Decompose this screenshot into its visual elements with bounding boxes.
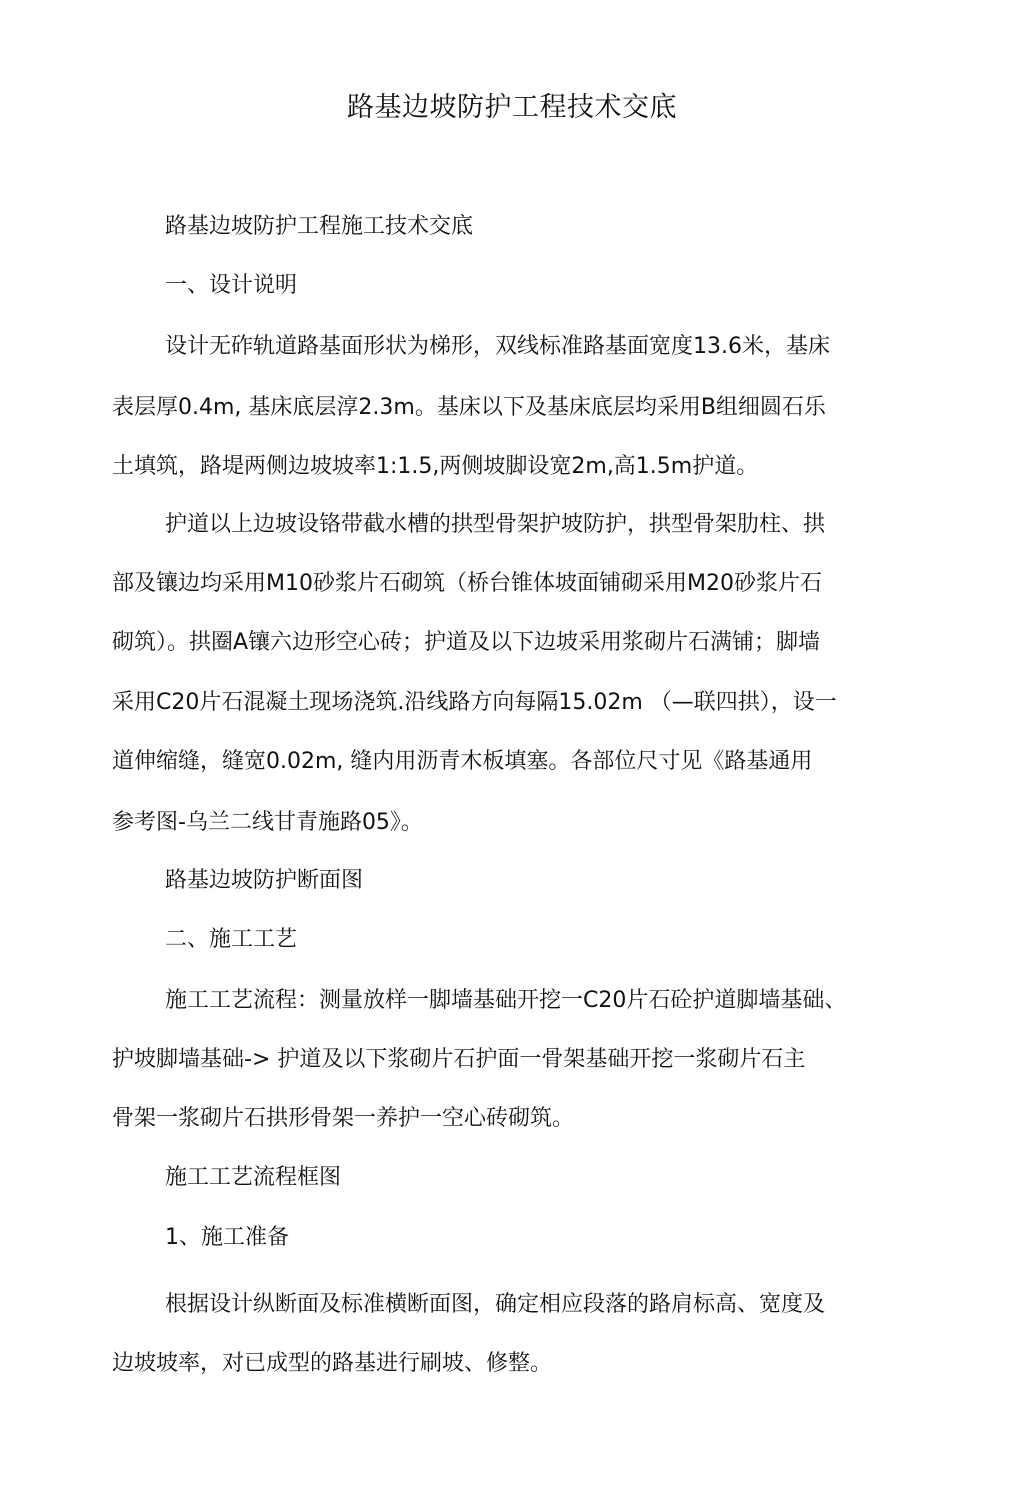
section-heading-design: 一、设计说明 [165, 273, 298, 298]
paragraph-line: 骨架一浆砌片石拱形骨架一养护一空心砖砌筑。 [112, 1106, 575, 1131]
paragraph-line: 护坡脚墙基础-> 护道及以下浆砌片石护面一骨架基础开挖一浆砌片石主 [112, 1047, 806, 1072]
figure-caption: 路基边坡防护断面图 [165, 868, 364, 893]
figure-caption: 施工工艺流程框图 [165, 1165, 342, 1190]
paragraph-line: 施工工艺流程：测量放样一脚墙基础开挖一C20片石砼护道脚墙基础、 [165, 988, 847, 1013]
paragraph-line: 设计无砟轨道路基面形状为梯形，双线标准路基面宽度13.6米，基床 [165, 334, 830, 359]
paragraph-line: 表层厚0.4m, 基床底层淳2.3m。基床以下及基床底层均采用B组细圆石乐 [112, 395, 826, 420]
paragraph-line: 部及镶边均采用M10砂浆片石砌筑（桥台锥体坡面铺砌采用M20砂浆片石 [112, 571, 822, 596]
subsection-heading: 1、施工准备 [165, 1225, 289, 1250]
paragraph-line: 护道以上边坡设铬带截水槽的拱型骨架护坡防护，拱型骨架肋柱、拱 [165, 512, 826, 537]
paragraph-line: 边坡坡率，对已成型的路基进行刷坡、修整。 [112, 1351, 553, 1376]
document-title: 路基边坡防护工程技术交底 [347, 92, 677, 123]
paragraph-line: 道伸缩缝，缝宽0.02m, 缝内用沥青木板填塞。各部位尺寸见《路基通用 [112, 749, 813, 774]
paragraph-line: 采用C20片石混凝土现场浇筑.沿线路方向每隔15.02m （—联四拱），设一 [112, 690, 837, 715]
paragraph-line: 砌筑）。拱圈A镶六边形空心砖；护道及以下边坡采用浆砌片石满铺；脚墙 [112, 630, 821, 655]
section-heading-process: 二、施工工艺 [165, 927, 298, 952]
paragraph-line: 根据设计纵断面及标准横断面图，确定相应段落的路肩标高、宽度及 [165, 1292, 826, 1317]
paragraph-line: 参考图-乌兰二线甘青施路05》。 [112, 810, 423, 835]
subtitle-line: 路基边坡防护工程施工技术交底 [165, 214, 474, 239]
paragraph-line: 土填筑，路堤两侧边坡坡率1:1.5,两侧坡脚设宽2m,高1.5m护道。 [112, 454, 759, 479]
